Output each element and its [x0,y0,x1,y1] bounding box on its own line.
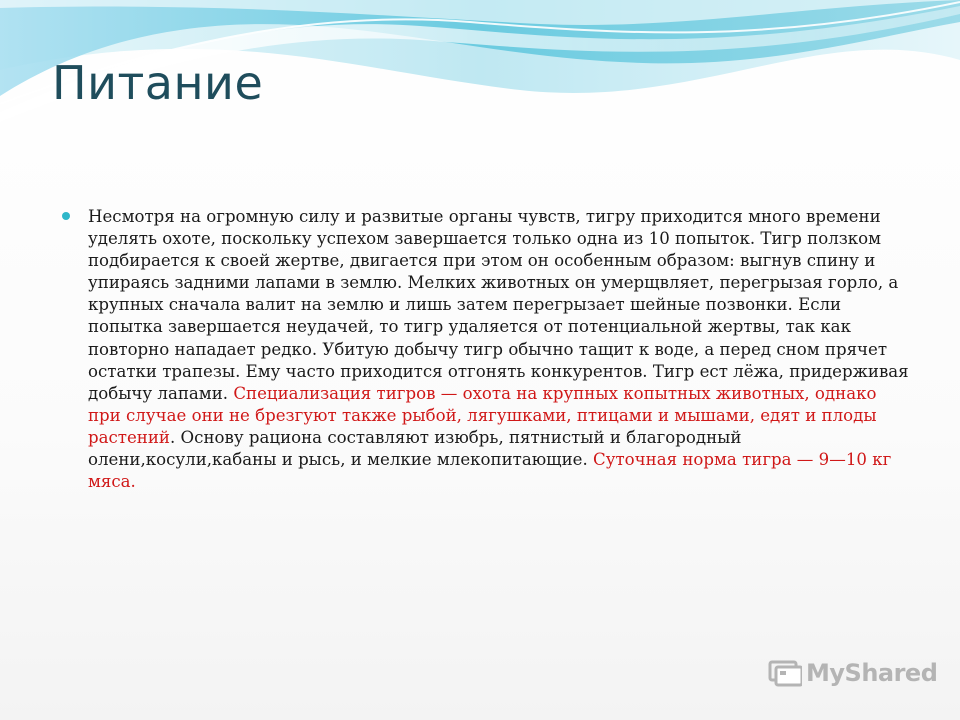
myshared-watermark [768,656,937,690]
bullet-text [88,206,914,493]
watermark-text: MyShared [806,659,938,687]
bullet-text-part1: Несмотря на огромную силу и развитые органы чувств, тигру приходится много времени уделять охоте, поскольку успехом завершается только одна из 10 попыток. Тигр ползком подбирается к своей жертве, двигается при этом он особенным образом: выгнув спину и упираясь задними лапами в землю. Мелких животных он умерщвляет, перегрызая горло, а крупных сначала валит на землю и лишь затем перегрызает шейные позвонки. Если попытка завершается неудачей, то тигр удаляется от потенциальной жертвы, так как повторно нападает редко. Убитую добычу тигр обычно тащит к воде, а перед сном прячет остатки трапезы. Ему часто приходится отгонять конкурентов. Тигр ест лёжа, придерживая добычу лапами. [88,207,909,403]
bullet-dot-icon [62,212,70,220]
bullet-text-highlight-specialization: Специализация тигров — охота на крупных копытных животных, однако при случае они не брезгуют также рыбой, лягушками, птицами и мышами, едят и плоды растений [88,383,877,447]
bullet-text-part3: . Основу рациона составляют изюбрь, пятнистый и благородный олени,косули,кабаны и рысь, и мелкие млекопитающие. [88,427,742,470]
projector-screen-icon [768,658,802,688]
slide-title: Питание [52,56,264,110]
bullet-text-highlight-daily-norm: Суточная норма тигра — 9—10 кг мяса. [88,450,892,492]
